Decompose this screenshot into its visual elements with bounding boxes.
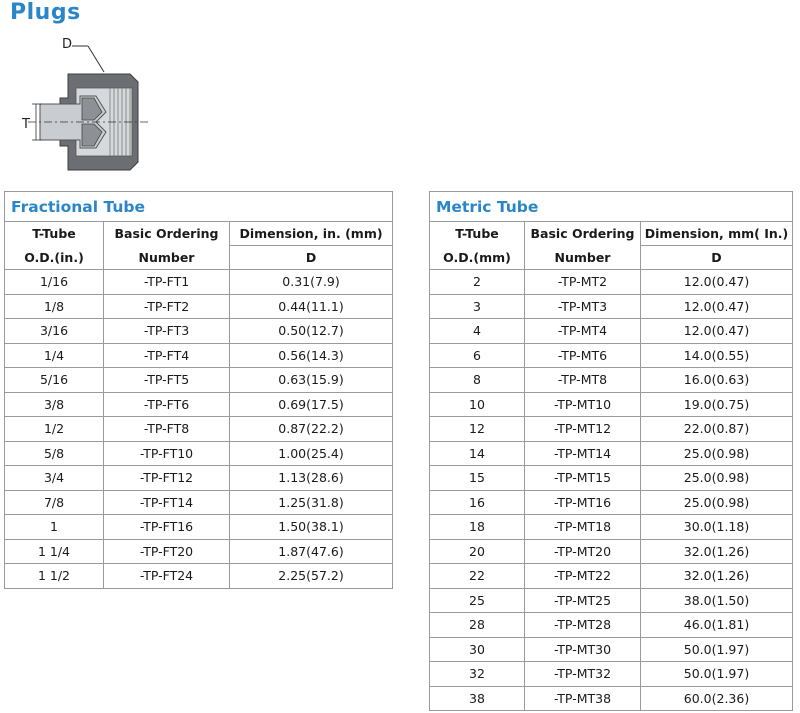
table-cell: 60.0(2.36) <box>641 686 793 711</box>
table-cell: 50.0(1.97) <box>641 637 793 662</box>
table-row <box>430 441 793 466</box>
table-cell: 1.00(25.4) <box>230 441 393 466</box>
table-row <box>430 319 793 344</box>
table-cell: 46.0(1.81) <box>641 613 793 638</box>
table-cell: -TP-MT22 <box>525 564 641 589</box>
table-cell: -TP-FT5 <box>104 368 230 393</box>
page-title: Plugs <box>10 0 81 25</box>
table-cell: 10 <box>430 392 525 417</box>
table-cell: 32.0(1.26) <box>641 564 793 589</box>
table-row <box>5 417 393 442</box>
table-cell: -TP-FT14 <box>104 490 230 515</box>
table-cell: 25.0(0.98) <box>641 441 793 466</box>
table-cell: 1.25(31.8) <box>230 490 393 515</box>
table-cell: 25.0(0.98) <box>641 490 793 515</box>
table-cell: -TP-MT12 <box>525 417 641 442</box>
table-row <box>5 490 393 515</box>
table-cell: -TP-MT8 <box>525 368 641 393</box>
table-cell: 4 <box>430 319 525 344</box>
table-cell: -TP-FT6 <box>104 392 230 417</box>
table-cell: 7/8 <box>5 490 104 515</box>
table-cell: -TP-MT6 <box>525 343 641 368</box>
table-cell: 25.0(0.98) <box>641 466 793 491</box>
table-cell: -TP-FT16 <box>104 515 230 540</box>
table-row <box>430 539 793 564</box>
table-row <box>5 368 393 393</box>
table-cell: 8 <box>430 368 525 393</box>
table-cell: 20 <box>430 539 525 564</box>
table-cell: -TP-MT14 <box>525 441 641 466</box>
header-cell: O.D.(mm) <box>430 246 525 270</box>
metric-tube-table <box>429 191 793 711</box>
table-row <box>430 466 793 491</box>
table-cell: 22.0(0.87) <box>641 417 793 442</box>
header-cell: Basic Ordering <box>104 222 230 246</box>
table-cell: 15 <box>430 466 525 491</box>
table-cell: 25 <box>430 588 525 613</box>
table-cell: 19.0(0.75) <box>641 392 793 417</box>
table-row <box>5 539 393 564</box>
table-cell: -TP-MT18 <box>525 515 641 540</box>
table-cell: -TP-FT4 <box>104 343 230 368</box>
header-cell: Number <box>525 246 641 270</box>
table-cell: 12.0(0.47) <box>641 294 793 319</box>
table-cell: 3/8 <box>5 392 104 417</box>
table-cell: 1.50(38.1) <box>230 515 393 540</box>
table-cell: -TP-FT8 <box>104 417 230 442</box>
table-title: Fractional Tube <box>5 192 393 222</box>
table-cell: 1.13(28.6) <box>230 466 393 491</box>
table-cell: 16 <box>430 490 525 515</box>
fractional-tube-table <box>4 191 393 589</box>
table-cell: 12 <box>430 417 525 442</box>
table-cell: -TP-FT12 <box>104 466 230 491</box>
table-cell: -TP-FT10 <box>104 441 230 466</box>
table-cell: 0.56(14.3) <box>230 343 393 368</box>
table-cell: 32 <box>430 662 525 687</box>
header-cell: Number <box>104 246 230 270</box>
table-row <box>5 564 393 589</box>
table-cell: -TP-MT2 <box>525 270 641 295</box>
table-row <box>5 270 393 295</box>
header-cell: O.D.(in.) <box>5 246 104 270</box>
table-cell: -TP-MT28 <box>525 613 641 638</box>
table-row <box>430 515 793 540</box>
header-cell: Dimension, mm( In.) <box>641 222 793 246</box>
table-cell: -TP-FT24 <box>104 564 230 589</box>
table-row <box>5 294 393 319</box>
table-cell: 2.25(57.2) <box>230 564 393 589</box>
table-row <box>5 343 393 368</box>
diagram-label-t: T <box>22 117 30 132</box>
header-cell: T-Tube <box>5 222 104 246</box>
table-title: Metric Tube <box>430 192 793 222</box>
header-cell: D <box>641 246 793 270</box>
table-row <box>430 490 793 515</box>
table-row <box>430 294 793 319</box>
table-cell: 38.0(1.50) <box>641 588 793 613</box>
table-cell: -TP-MT25 <box>525 588 641 613</box>
table-row <box>430 662 793 687</box>
table-cell: -TP-MT20 <box>525 539 641 564</box>
table-cell: 16.0(0.63) <box>641 368 793 393</box>
table-row <box>5 319 393 344</box>
table-row <box>430 392 793 417</box>
table-cell: 12.0(0.47) <box>641 270 793 295</box>
table-row <box>5 392 393 417</box>
table-cell: -TP-FT1 <box>104 270 230 295</box>
table-cell: 0.87(22.2) <box>230 417 393 442</box>
table-cell: -TP-FT2 <box>104 294 230 319</box>
diagram-label-d: D <box>62 37 73 52</box>
table-cell: 0.69(17.5) <box>230 392 393 417</box>
table-cell: 30.0(1.18) <box>641 515 793 540</box>
table-cell: 14.0(0.55) <box>641 343 793 368</box>
table-cell: 3/4 <box>5 466 104 491</box>
table-cell: 30 <box>430 637 525 662</box>
table-cell: 0.31(7.9) <box>230 270 393 295</box>
header-cell: D <box>230 246 393 270</box>
table-cell: -TP-MT3 <box>525 294 641 319</box>
table-row <box>5 515 393 540</box>
table-row <box>430 613 793 638</box>
table-row <box>5 466 393 491</box>
table-row <box>430 343 793 368</box>
d-leader-line <box>88 46 104 72</box>
table-cell: 28 <box>430 613 525 638</box>
header-cell: Basic Ordering <box>525 222 641 246</box>
table-cell: 5/16 <box>5 368 104 393</box>
table-row <box>430 270 793 295</box>
table-row <box>430 588 793 613</box>
header-cell: T-Tube <box>430 222 525 246</box>
table-cell: 1/2 <box>5 417 104 442</box>
table-cell: 1 1/2 <box>5 564 104 589</box>
table-cell: 1/8 <box>5 294 104 319</box>
table-cell: 0.44(11.1) <box>230 294 393 319</box>
header-cell: Dimension, in. (mm) <box>230 222 393 246</box>
table-cell: 1 <box>5 515 104 540</box>
table-cell: -TP-MT38 <box>525 686 641 711</box>
table-cell: 3/16 <box>5 319 104 344</box>
table-cell: -TP-FT3 <box>104 319 230 344</box>
table-cell: 1 1/4 <box>5 539 104 564</box>
table-cell: 3 <box>430 294 525 319</box>
table-cell: -TP-MT16 <box>525 490 641 515</box>
table-cell: 38 <box>430 686 525 711</box>
table-row <box>430 417 793 442</box>
table-cell: 32.0(1.26) <box>641 539 793 564</box>
table-cell: 2 <box>430 270 525 295</box>
table-cell: 5/8 <box>5 441 104 466</box>
table-row <box>430 686 793 711</box>
table-cell: 1/4 <box>5 343 104 368</box>
table-cell: 1/16 <box>5 270 104 295</box>
table-cell: 0.63(15.9) <box>230 368 393 393</box>
fractional-rows <box>5 270 393 589</box>
table-row <box>430 564 793 589</box>
table-cell: 14 <box>430 441 525 466</box>
table-cell: 50.0(1.97) <box>641 662 793 687</box>
table-cell: -TP-MT32 <box>525 662 641 687</box>
table-cell: -TP-MT30 <box>525 637 641 662</box>
plug-cross-section-diagram <box>20 34 160 176</box>
metric-rows <box>430 270 793 711</box>
table-cell: -TP-MT4 <box>525 319 641 344</box>
table-cell: -TP-MT10 <box>525 392 641 417</box>
table-row <box>430 637 793 662</box>
table-cell: -TP-MT15 <box>525 466 641 491</box>
table-row <box>5 441 393 466</box>
table-cell: 18 <box>430 515 525 540</box>
table-cell: 1.87(47.6) <box>230 539 393 564</box>
table-cell: 6 <box>430 343 525 368</box>
table-cell: -TP-FT20 <box>104 539 230 564</box>
table-cell: 12.0(0.47) <box>641 319 793 344</box>
table-cell: 0.50(12.7) <box>230 319 393 344</box>
table-cell: 22 <box>430 564 525 589</box>
table-row <box>430 368 793 393</box>
